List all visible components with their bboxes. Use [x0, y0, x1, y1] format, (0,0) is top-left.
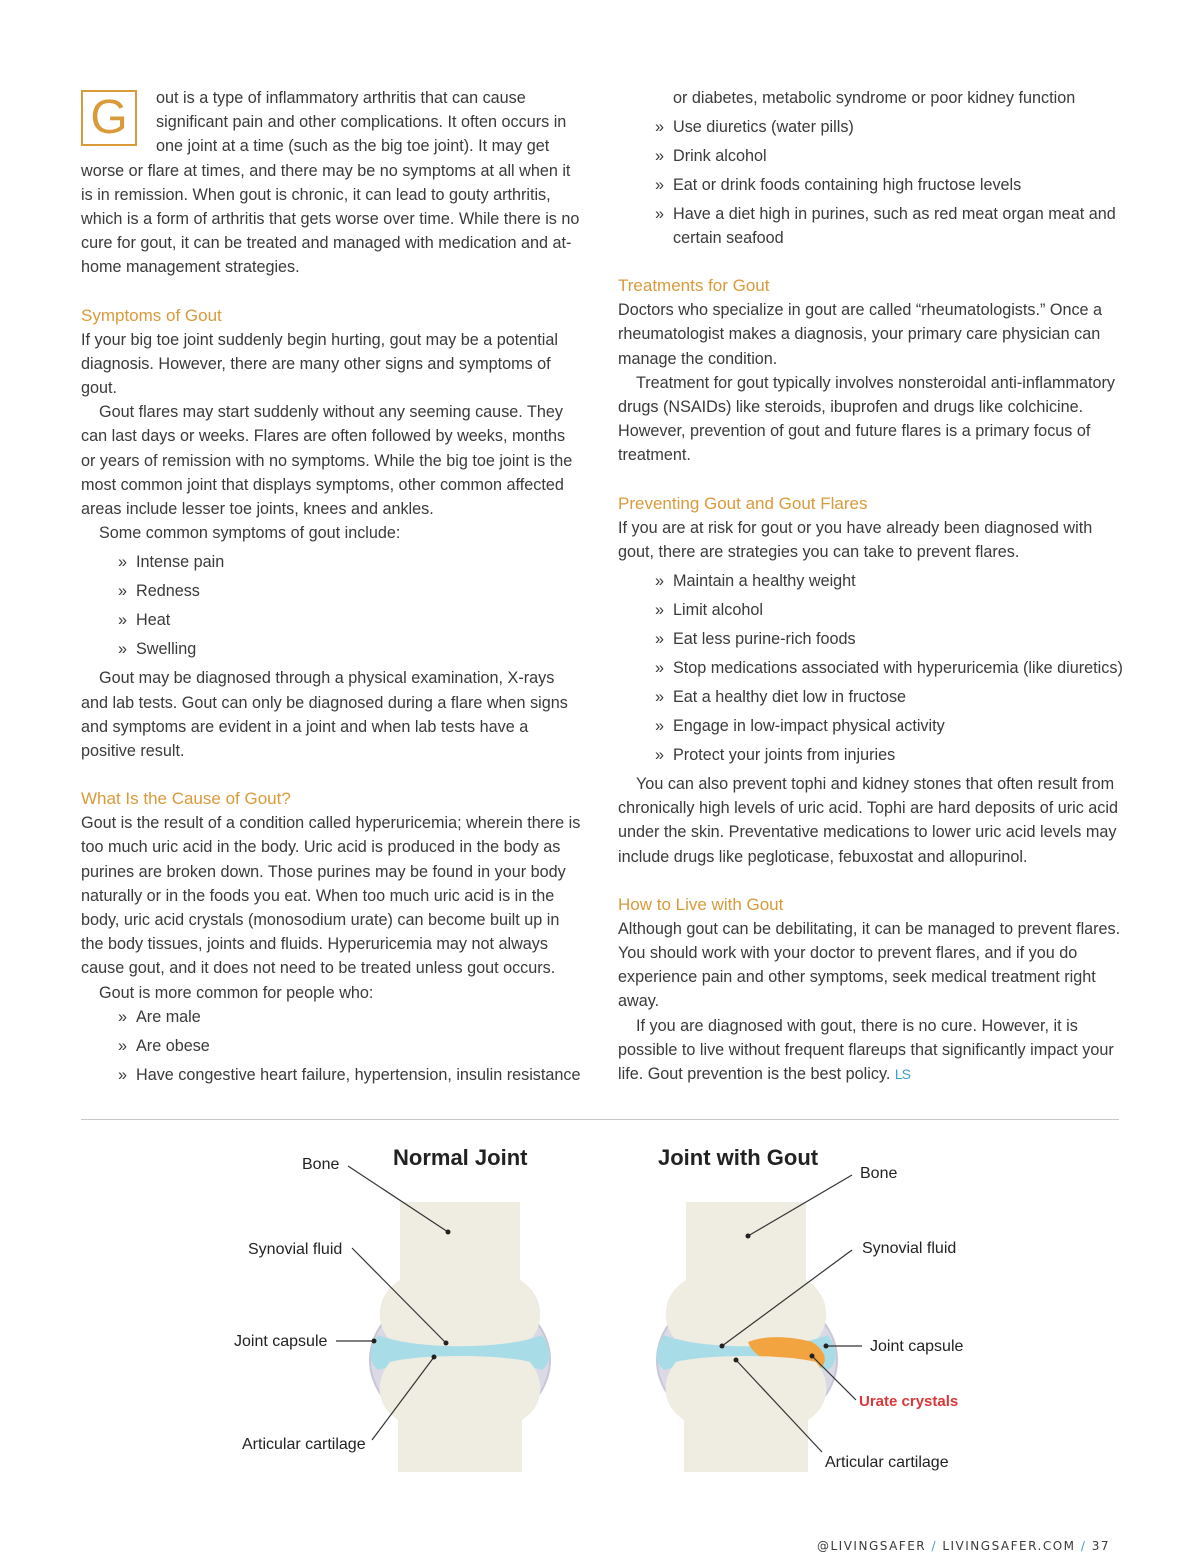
normal-joint-title: Normal Joint [393, 1145, 528, 1170]
symptoms-p3: Some common symptoms of gout include: [99, 524, 401, 543]
live-p2-text: If you are diagnosed with gout, there is no cure. However, it is possible to live without frequent flareups that significantly impact your life. Gout prevention is the best policy. [618, 1016, 1114, 1084]
footer-site: LIVINGSAFER.COM [942, 1539, 1076, 1553]
preventing-p1: If you are at risk for gout or you have already been diagnosed with gout, there are strategies you can take to prevent flares. [618, 518, 1093, 561]
gout-cartilage-label: Articular cartilage [825, 1454, 949, 1471]
cause-p2: Gout is more common for people who: [99, 983, 374, 1002]
footer-separator: / [931, 1539, 937, 1553]
symptoms-p2: Gout flares may start suddenly without any seeming cause. They can last days or weeks. Flares are often followed by weeks, months or years of remission with no symptoms. While the big toe joint is the most common joint that displays symptoms, other common affected areas include lesser toe joints, knees and ankles. [81, 403, 573, 519]
normal-cartilage-label: Articular cartilage [242, 1436, 366, 1453]
list-item: » Heat [81, 608, 581, 632]
normal-joint [234, 1145, 550, 1472]
list-item: » Intense pain [81, 550, 581, 574]
list-item: » Eat a healthy diet low in fructose [618, 685, 1123, 709]
cause-p1: Gout is the result of a condition called hyperuricemia; wherein there is too much uric acid in the body. Uric acid is produced in the body as purines are broken down. Those purines may be found in your body naturally or in the foods you eat. When too much uric acid is in the body, uric acid crystals (monosodium urate) can become built up in the body tissues, joints and fluids. Hyperuricemia may not always cause gout, and it does not need to be treated unless gout occurs. [81, 814, 581, 978]
cause-list-continuation: or diabetes, metabolic syndrome or poor kidney function [673, 89, 1076, 107]
list-item: » Swelling [81, 637, 581, 661]
list-item: » Use diuretics (water pills) [618, 115, 1123, 139]
gout-joint-title: Joint with Gout [658, 1145, 819, 1170]
intro-text: out is a type of inflammatory arthritis that can cause significant pain and other complications. It often occurs in one joint at a time (such as the big toe joint). It may get worse or flare at times, and there may be no symptoms at all when it is in remission. When gout is chronic, it can lead to gouty arthritis, which is a form of arthritis that gets worse over time. While there is no cure for gout, it can be treated and managed with medication and at-home management strategies. [81, 89, 580, 277]
heading-preventing: Preventing Gout and Gout Flares [618, 493, 868, 513]
normal-synovial-label: Synovial fluid [248, 1241, 343, 1258]
gout-upper-bone [666, 1202, 826, 1348]
list-item: » Eat or drink foods containing high fructose levels [618, 173, 1123, 197]
heading-treatments: Treatments for Gout [618, 276, 770, 296]
list-item: » Eat less purine-rich foods [618, 627, 1123, 651]
gout-joint [657, 1145, 964, 1472]
footer-separator: / [1080, 1539, 1087, 1553]
live-p2 [618, 1014, 1123, 1087]
list-item: » Protect your joints from injuries [618, 743, 1123, 767]
footer-handle: @LIVINGSAFER [817, 1539, 927, 1553]
list-item: » Redness [81, 579, 581, 603]
list-item: » Engage in low-impact physical activity [618, 714, 1123, 738]
gout-capsule-label: Joint capsule [870, 1338, 964, 1355]
right-column [618, 86, 1123, 1086]
list-item: » Limit alcohol [618, 598, 1123, 622]
heading-symptoms: Symptoms of Gout [81, 305, 222, 325]
divider [81, 1119, 1119, 1120]
list-item: » Drink alcohol [618, 144, 1123, 168]
normal-bone-label: Bone [302, 1156, 340, 1173]
preventing-list [618, 569, 1123, 767]
cause-list [81, 1005, 581, 1087]
preventing-p2: You can also prevent tophi and kidney stones that often result from chronically high levels of uric acid. Tophi are hard deposits of uric acid under the skin. Preventative medications to lower uric acid levels may include drugs like pegloticase, febuxostat and allopurinol. [618, 775, 1118, 866]
list-item: » Have a diet high in purines, such as red meat organ meat and certain seafood [618, 202, 1123, 250]
list-item: » Stop medications associated with hyperuricemia (like diuretics) [618, 656, 1123, 680]
list-item: » Are obese [81, 1034, 581, 1058]
drop-cap: G [81, 90, 137, 146]
normal-upper-bone [380, 1202, 540, 1348]
normal-lower-bone [380, 1356, 541, 1472]
gout-synovial-label: Synovial fluid [862, 1240, 957, 1257]
heading-cause: What Is the Cause of Gout? [81, 789, 291, 809]
gout-crystals-label: Urate crystals [859, 1393, 959, 1410]
list-item: » Maintain a healthy weight [618, 569, 1123, 593]
symptoms-p4: Gout may be diagnosed through a physical examination, X-rays and lab tests. Gout can only be diagnosed during a flare when signs and symptoms are evident in a joint and when lab tests have a positive result. [81, 669, 568, 761]
symptoms-list [81, 550, 581, 661]
intro-paragraph [81, 86, 581, 280]
list-item: » Are male [81, 1005, 581, 1029]
treatments-p1: Doctors who specialize in gout are called “rheumatologists.” Once a rheumatologist makes a diagnosis, your primary care physician can manage the condition. [618, 301, 1103, 368]
gout-bone-label: Bone [860, 1165, 898, 1182]
treatments-p2: Treatment for gout typically involves nonsteroidal anti-inflammatory drugs (NSAIDs) like steroids, ibuprofen and drugs like colchicine. However, prevention of gout and future flares is a primary focus of treatment. [618, 373, 1115, 465]
end-mark-logo: LS [894, 1066, 910, 1083]
list-item: » Have congestive heart failure, hypertension, insulin resistance [81, 1063, 581, 1087]
symptoms-p1: If your big toe joint suddenly begin hurting, gout may be a potential diagnosis. However, there are many other signs and symptoms of gout. [81, 330, 558, 398]
gout-lower-bone [666, 1356, 827, 1472]
left-column [81, 86, 581, 1087]
heading-live: How to Live with Gout [618, 894, 784, 914]
page-footer [817, 1539, 1110, 1553]
live-p1: Although gout can be debilitating, it can be managed to prevent flares. You should work with your doctor to prevent flares, and if you do experience pain and other symptoms, seek medical treatment right away. [618, 919, 1121, 1011]
normal-capsule-label: Joint capsule [234, 1333, 328, 1350]
joint-diagram [200, 1130, 1000, 1490]
page-number: 37 [1091, 1539, 1110, 1553]
cause-list-2 [618, 115, 1123, 250]
